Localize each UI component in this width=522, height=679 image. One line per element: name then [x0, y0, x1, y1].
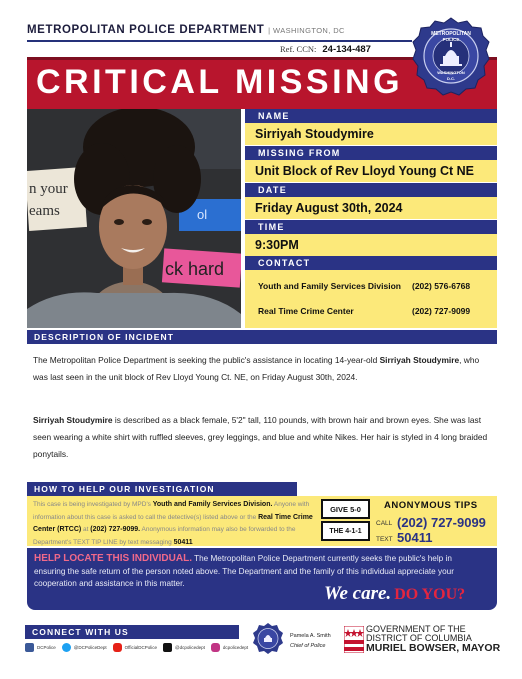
- ref-value: 24-134-487: [322, 44, 371, 55]
- mayor-name: MURIEL BOWSER, MAYOR: [366, 642, 501, 654]
- missing-person-name: Sirriyah Stoudymire: [379, 355, 460, 365]
- reference-number: [280, 44, 371, 55]
- social-links: [25, 643, 251, 652]
- dc-flag-icon: [344, 626, 364, 653]
- time-value: 9:30PM: [245, 234, 497, 256]
- banner-title: CRITICAL MISSING: [36, 63, 404, 101]
- missing-person-name-2: Sirriyah Stoudymire: [33, 415, 113, 425]
- contact-rtcc-phone[interactable]: (202) 727-9099: [412, 306, 471, 316]
- badge-top-text: METROPOLITAN: [431, 31, 471, 37]
- help-instructions: This case is being investigated by MPD's Youth and Family Services Division. Anyone with information about this case is asked to call the detective(s) listed above or the Real Time Crime Center (RTCC) at (202) 727-9099. Anonymous information may also be forwarded to the Department's TEXT TIP LINE by text messaging 50411: [33, 501, 313, 546]
- contact-rtcc-name: Real Time Crime Center: [258, 306, 354, 316]
- photo-sign-text-2: eams: [29, 203, 60, 219]
- connect-header: CONNECT WITH US: [25, 625, 239, 639]
- help-header: HOW TO HELP OUR INVESTIGATION: [27, 482, 297, 496]
- tip-text-number[interactable]: 50411: [397, 530, 433, 545]
- tiktok-handle[interactable]: @dcpolicedept: [175, 645, 205, 650]
- department-name: METROPOLITAN POLICE DEPARTMENT: [27, 24, 265, 36]
- missing-person-photo: [27, 109, 241, 328]
- date-label: DATE: [245, 183, 497, 197]
- contact-box: [245, 270, 497, 328]
- anonymous-tips-title: ANONYMOUS TIPS: [384, 500, 478, 511]
- mpd-badge-logo: [412, 16, 490, 96]
- chief-title: Chief of Police: [290, 643, 326, 649]
- description-header: DESCRIPTION OF INCIDENT: [27, 330, 497, 344]
- give-50-text: GIVE 5-0: [321, 499, 370, 519]
- facebook-icon[interactable]: [25, 643, 34, 652]
- contact-label: CONTACT: [245, 256, 497, 270]
- badge-city-text: WASHINGTON: [437, 70, 465, 75]
- instagram-handle[interactable]: dcpolicedept: [222, 645, 249, 650]
- time-label: TIME: [245, 220, 497, 234]
- ref-label: Ref. CCN:: [280, 44, 317, 54]
- contact-yfsd-phone[interactable]: (202) 576-6768: [412, 281, 471, 291]
- instagram-icon[interactable]: [211, 643, 220, 652]
- missing-from-value: Unit Block of Rev Lloyd Young Ct NE: [245, 160, 497, 182]
- badge-police-text: POLICE: [442, 37, 460, 42]
- photo-sign-text-3: ck hard: [165, 259, 225, 279]
- department-location: WASHINGTON, DC: [273, 26, 345, 35]
- photo-sign-text-1: n your: [29, 181, 68, 197]
- help-locate-headline: HELP LOCATE THIS INDIVIDUAL.: [34, 553, 192, 564]
- name-label: NAME: [245, 109, 497, 123]
- youtube-icon[interactable]: [113, 643, 122, 652]
- badge-state-text: D.C.: [447, 76, 455, 81]
- government-line-2: DISTRICT OF COLUMBIA: [366, 633, 472, 643]
- twitter-icon[interactable]: [62, 643, 71, 652]
- government-line-1: GOVERNMENT OF THE: [366, 624, 466, 634]
- name-value: Sirriyah Stoudymire: [245, 123, 497, 145]
- tiktok-icon[interactable]: [163, 643, 172, 652]
- text-label: TEXT: [376, 536, 393, 543]
- the-411-text: THE 4-1-1: [321, 521, 370, 541]
- missing-from-label: MISSING FROM: [245, 146, 497, 160]
- we-care-slogan: We care. DO YOU?: [324, 583, 466, 604]
- description-paragraph-1: The Metropolitan Police Department is seeking the public's assistance in locating 14-year-old Sirriyah Stoudymire, who was last seen in the unit block of Rev Lloyd Young Ct. NE, on Friday August 30th, 2024.: [33, 355, 480, 382]
- help-locate-text: HELP LOCATE THIS INDIVIDUAL. The Metropolitan Police Department currently seeks the public's help in ensuring the safe return of the person noted above. The Department and the family of this individual appreciate your cooperation and assistance in this matter.: [34, 553, 454, 588]
- youtube-handle[interactable]: OfficialDCPolice: [124, 645, 158, 650]
- contact-yfsd-name: Youth and Family Services Division: [258, 281, 401, 291]
- facebook-handle[interactable]: DCPolice: [37, 645, 56, 650]
- twitter-handle[interactable]: @DCPoliceDept: [73, 645, 107, 650]
- description-paragraph-2: Sirriyah Stoudymire is described as a black female, 5'2" tall, 110 pounds, with brown hair and brown eyes. She was last seen wearing a white shirt with ruffled sleeves, grey leggings, and blue and white Nikes. Her hair is styled in 4 long braided ponytails.: [33, 415, 488, 459]
- department-header: METROPOLITAN POLICE DEPARTMENT | WASHINGTON, DC: [27, 24, 345, 36]
- chief-badge-icon: [252, 622, 284, 655]
- date-value: Friday August 30th, 2024: [245, 197, 497, 219]
- photo-sign-text-4: ol: [197, 207, 208, 222]
- give-50-logo: [321, 499, 370, 541]
- tip-call-number[interactable]: (202) 727-9099: [397, 515, 486, 530]
- header-divider: [27, 40, 412, 42]
- chief-name: Pamela A. Smith: [290, 633, 331, 639]
- call-label: CALL: [376, 520, 393, 527]
